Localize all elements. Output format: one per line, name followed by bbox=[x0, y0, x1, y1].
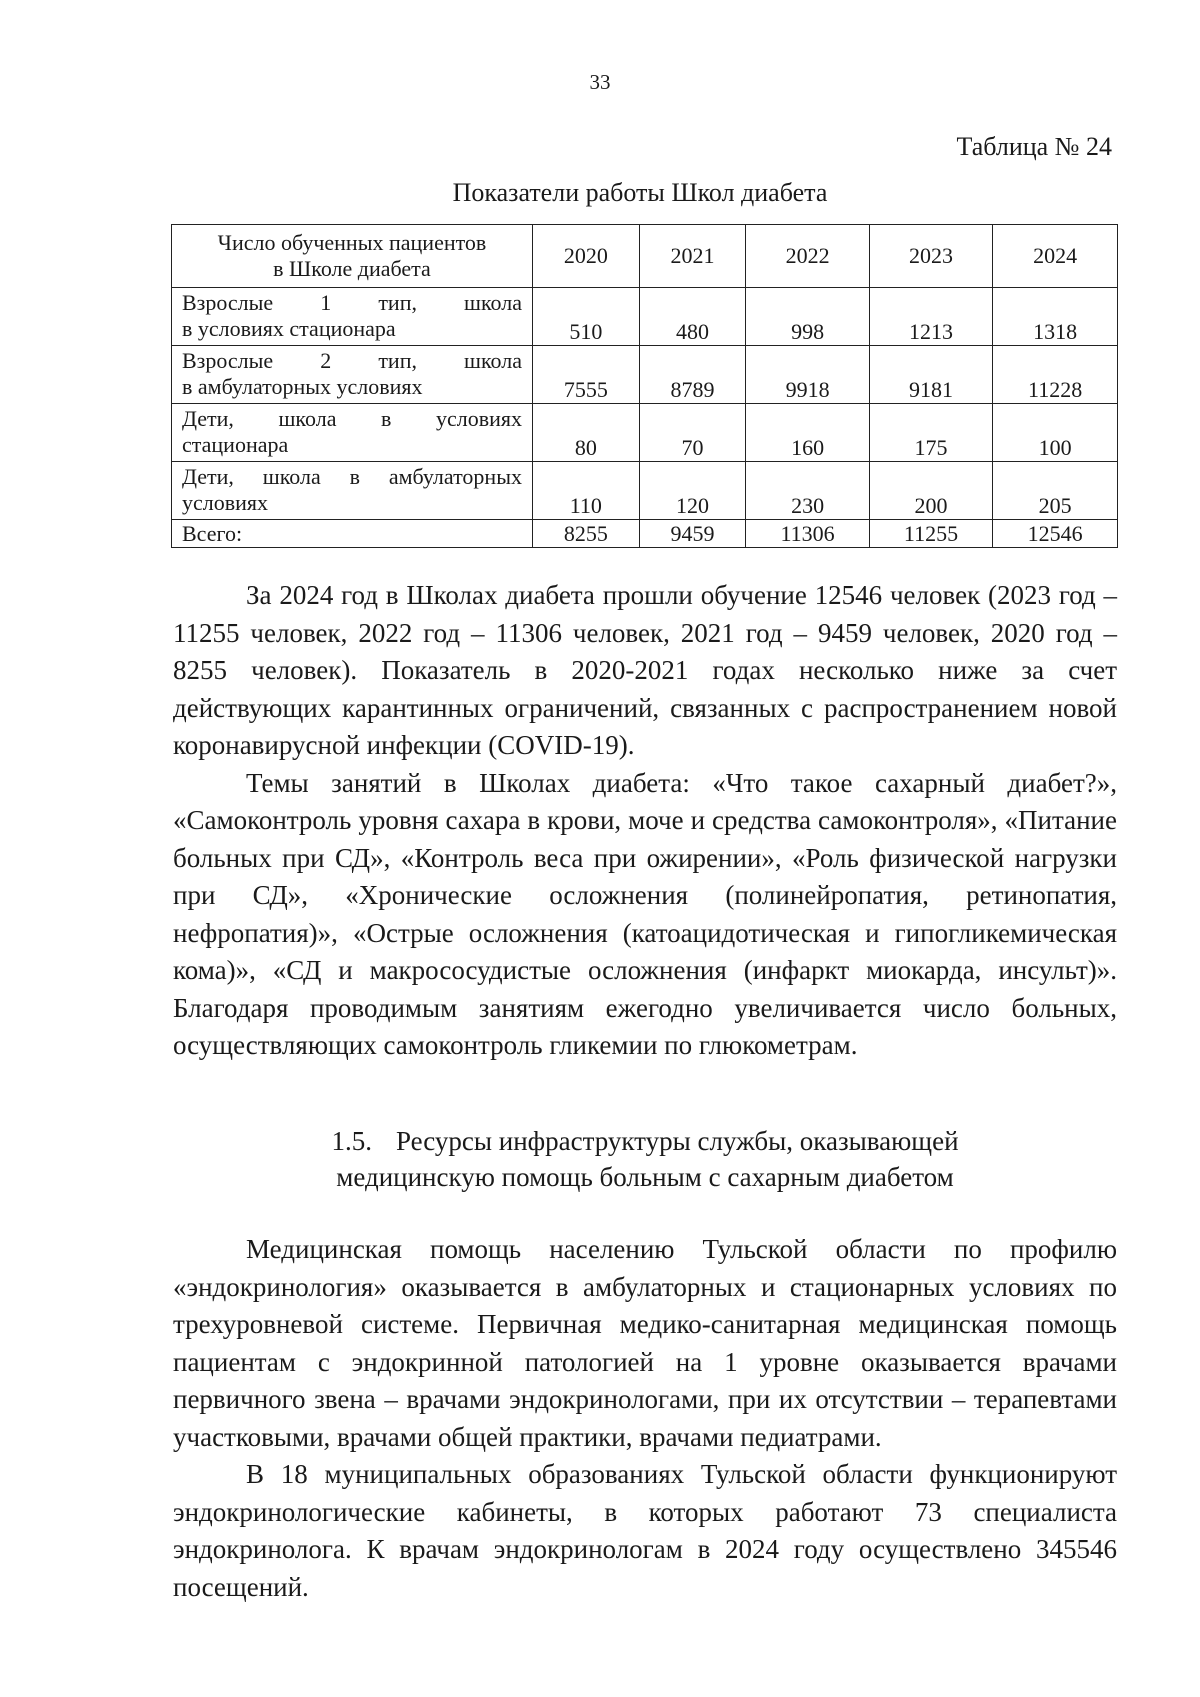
section-heading bbox=[0, 1123, 1200, 1195]
total-cell: 11255 bbox=[869, 520, 992, 548]
table-cell: 80 bbox=[533, 404, 640, 462]
header-label-line2: в Школе диабета bbox=[273, 256, 431, 281]
row-label-line1: Взрослые 1 тип, школа bbox=[182, 290, 522, 315]
body-text bbox=[173, 577, 1117, 1065]
header-year-2022: 2022 bbox=[746, 225, 869, 288]
total-cell: 12546 bbox=[993, 520, 1118, 548]
header-year-2023: 2023 bbox=[869, 225, 992, 288]
table-cell: 1318 bbox=[993, 288, 1118, 346]
table-cell: 510 bbox=[533, 288, 640, 346]
table-cell: 70 bbox=[639, 404, 746, 462]
header-year-2021: 2021 bbox=[639, 225, 746, 288]
row-label-line2: в условиях стационара bbox=[182, 316, 396, 341]
row-label bbox=[172, 288, 533, 346]
table-cell: 8789 bbox=[639, 346, 746, 404]
row-label-line2: условиях bbox=[182, 490, 269, 515]
table-label: Таблица № 24 bbox=[956, 132, 1112, 161]
table-row bbox=[172, 288, 1118, 346]
section-number: 1.5. bbox=[331, 1126, 372, 1156]
row-label-line2: в амбулаторных условиях bbox=[182, 374, 423, 399]
table-cell: 110 bbox=[533, 462, 640, 520]
table-cell: 9181 bbox=[869, 346, 992, 404]
table-cell: 998 bbox=[746, 288, 869, 346]
table-cell: 175 bbox=[869, 404, 992, 462]
diabetes-school-table bbox=[171, 224, 1118, 548]
header-label-cell bbox=[172, 225, 533, 288]
table-row bbox=[172, 462, 1118, 520]
page-number: 33 bbox=[589, 70, 611, 94]
table-row bbox=[172, 404, 1118, 462]
table-cell: 120 bbox=[639, 462, 746, 520]
row-label-line1: Взрослые 2 тип, школа bbox=[182, 348, 522, 373]
total-label: Всего: bbox=[172, 520, 533, 548]
table-cell: 230 bbox=[746, 462, 869, 520]
section-body-text bbox=[173, 1231, 1117, 1606]
section-title-line2: медицинскую помощь больным с сахарным диабетом bbox=[336, 1162, 954, 1192]
table-cell: 200 bbox=[869, 462, 992, 520]
row-label-line2: стационара bbox=[182, 432, 289, 457]
header-label-line1: Число обученных пациентов bbox=[217, 230, 487, 255]
row-label-line1: Дети, школа в условиях bbox=[182, 406, 522, 431]
table-cell: 480 bbox=[639, 288, 746, 346]
table-row bbox=[172, 346, 1118, 404]
body-paragraph: Темы занятий в Школах диабета: «Что такое сахарный диабет?», «Самоконтроль уровня сахара в крови, моче и средства самоконтроля», «Питание больных при СД», «Контроль веса при ожирении», «Роль физической нагрузки при СД», «Хронические осложнения (полинейропатия, ретинопатия, нефропатия)», «Острые осложнения (катоацидотическая и гипогликемическая кома)», «СД и макрососудистые осложнения (инфаркт миокарда, инсульт)». Благодаря проводимым занятиям ежегодно увеличивается число больных, осуществляющих самоконтроль гликемии по глюкометрам. bbox=[173, 767, 1117, 1060]
table-cell: 100 bbox=[993, 404, 1118, 462]
header-year-2020: 2020 bbox=[533, 225, 640, 288]
row-label bbox=[172, 404, 533, 462]
table-cell: 205 bbox=[993, 462, 1118, 520]
body-paragraph: За 2024 год в Школах диабета прошли обучение 12546 человек (2023 год – 11255 человек, 2022 год – 11306 человек, 2021 год – 9459 человек, 2020 год – 8255 человек). Показатель в 2020-2021 годах несколько ниже за счет действующих карантинных ограничений, связанных с распространением новой коронавирусной инфекции (COVID-19). bbox=[173, 580, 1117, 760]
row-label-line1: Дети, школа в амбулаторных bbox=[182, 464, 522, 489]
table-cell: 160 bbox=[746, 404, 869, 462]
total-cell: 8255 bbox=[533, 520, 640, 548]
total-cell: 11306 bbox=[746, 520, 869, 548]
row-label bbox=[172, 462, 533, 520]
table-cell: 7555 bbox=[533, 346, 640, 404]
section-title-line1: Ресурсы инфраструктуры службы, оказывающей bbox=[395, 1126, 959, 1156]
table-header-row bbox=[172, 225, 1118, 288]
table-cell: 11228 bbox=[993, 346, 1118, 404]
section-paragraph: Медицинская помощь населению Тульской области по профилю «эндокринология» оказывается в амбулаторных и стационарных условиях по трехуровневой системе. Первичная медико-санитарная медицинская помощь пациентам с эндокринной патологией на 1 уровне оказывается врачами первичного звена – врачами эндокринологами, при их отсутствии – терапевтами участковыми, врачами общей практики, врачами педиатрами. bbox=[173, 1234, 1117, 1452]
total-cell: 9459 bbox=[639, 520, 746, 548]
table-title: Показатели работы Школ диабета bbox=[452, 178, 828, 207]
header-year-2024: 2024 bbox=[993, 225, 1118, 288]
table-cell: 9918 bbox=[746, 346, 869, 404]
row-label bbox=[172, 346, 533, 404]
table-total-row bbox=[172, 520, 1118, 548]
section-paragraph: В 18 муниципальных образованиях Тульской области функционируют эндокринологические кабинеты, в которых работают 73 специалиста эндокринолога. К врачам эндокринологам в 2024 году осуществлено 345546 посещений. bbox=[173, 1459, 1117, 1602]
table-cell: 1213 bbox=[869, 288, 992, 346]
